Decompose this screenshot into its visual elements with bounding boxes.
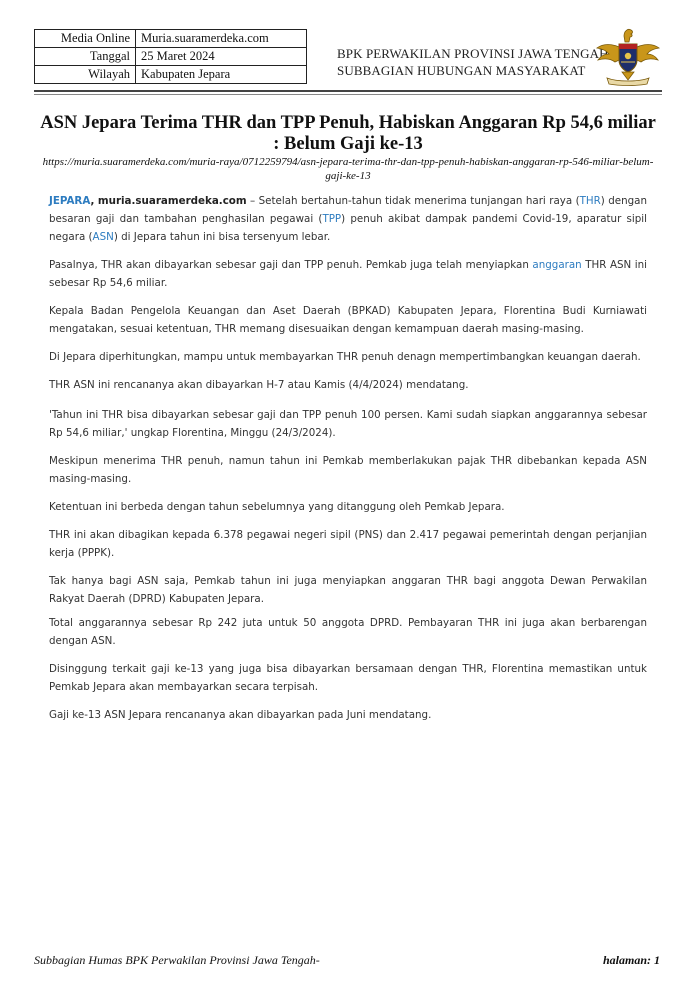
paragraph-10: Tak hanya bagi ASN saja, Pemkab tahun ini juga menyiapkan anggaran THR bagi anggota Dewan Perwakilan Rakyat Daerah (DPRD) Kabupaten Jepara. [49, 575, 647, 605]
p1-text-1: – Setelah bertahun-tahun tidak menerima tunjangan hari raya ( [246, 195, 580, 207]
article-url: https://muria.suaramerdeka.com/muria-raya/0712259794/asn-jepara-terima-thr-dan-tpp-penuh-habiskan-anggaran-rp-546-miliar-belum-gaji-ke-13 [42, 156, 654, 182]
article-body [49, 192, 647, 724]
paragraph-8: Ketentuan ini berbeda dengan tahun sebelumnya yang ditanggung oleh Pemkab Jepara. [49, 501, 505, 513]
p2-text-2: THR ASN ini sebesar Rp 54,6 miliar. [49, 259, 647, 289]
garuda-emblem-icon [595, 22, 661, 86]
paragraph-2 [49, 256, 647, 292]
link-anggaran[interactable]: anggaran [532, 259, 582, 271]
region-value: Kabupaten Jepara [136, 66, 307, 84]
p1-text-4: ) di Jepara tahun ini bisa tersenyum lebar. [113, 231, 331, 243]
media-row [35, 30, 307, 48]
byline-site: muria.suaramerdeka.com [97, 195, 247, 207]
region-row [35, 66, 307, 84]
paragraph-3: Kepala Badan Pengelola Keuangan dan Aset Daerah (BPKAD) Kabupaten Jepara, Florentina Budi Kurniawati mengatakan, sesuai ketentuan, THR memang disesuaikan dengan kemampuan daerah masing-masing. [49, 305, 647, 335]
organization-header [337, 45, 609, 79]
link-thr[interactable]: THR [579, 195, 601, 207]
media-value: Muria.suaramerdeka.com [136, 30, 307, 48]
byline-comma: , [90, 195, 95, 207]
paragraph-4: Di Jepara diperhitungkan, mampu untuk membayarkan THR penuh denagn mempertimbangkan keuangan daerah. [49, 351, 641, 363]
media-info-table [34, 29, 307, 84]
p1-text-2: ) dengan besaran gaji dan tambahan penghasilan pegawai ( [49, 195, 648, 225]
byline-city: JEPARA [49, 195, 91, 207]
org-division: SUBBAGIAN HUBUNGAN MASYARAKAT [337, 63, 586, 78]
paragraph-1 [49, 192, 647, 246]
date-label: Tanggal [35, 48, 136, 66]
paragraph-6: 'Tahun ini THR bisa dibayarkan sebesar gaji dan TPP penuh 100 persen. Kami sudah siapkan anggarannya sebesar Rp 54,6 miliar,' ungkap Florentina, Minggu (24/3/2024). [49, 409, 647, 439]
header-rule-thin [34, 94, 662, 95]
header-rule [34, 90, 662, 92]
date-row [35, 48, 307, 66]
paragraph-5: THR ASN ini rencananya akan dibayarkan H-7 atau Kamis (4/4/2024) mendatang. [49, 379, 469, 391]
p2-text-1: Pasalnya, THR akan dibayarkan sebesar gaji dan TPP penuh. Pemkab juga telah menyiapkan [49, 259, 533, 271]
link-asn[interactable]: ASN [92, 231, 114, 243]
date-value: 25 Maret 2024 [136, 48, 307, 66]
region-label: Wilayah [35, 66, 136, 84]
link-tpp[interactable]: TPP [322, 213, 342, 225]
page-number: halaman: 1 [602, 953, 660, 967]
article-title: ASN Jepara Terima THR dan TPP Penuh, Habiskan Anggaran Rp 54,6 miliar : Belum Gaji ke-13 [40, 113, 656, 154]
footer-organization: Subbagian Humas BPK Perwakilan Provinsi Jawa Tengah- [34, 953, 320, 967]
media-label: Media Online [35, 30, 136, 48]
paragraph-12: Disinggung terkait gaji ke-13 yang juga bisa dibayarkan bersamaan dengan THR, Florentina memastikan untuk Pemkab Jepara akan membayarkan secara terpisah. [49, 663, 647, 693]
paragraph-11: Total anggarannya sebesar Rp 242 juta untuk 50 anggota DPRD. Pembayaran THR ini juga akan berbarengan dengan ASN. [49, 617, 647, 647]
paragraph-13: Gaji ke-13 ASN Jepara rencananya akan dibayarkan pada Juni mendatang. [49, 709, 432, 721]
paragraph-9: THR ini akan dibagikan kepada 6.378 pegawai negeri sipil (PNS) dan 2.417 pegawai pemerintah dengan perjanjian kerja (PPPK). [49, 529, 647, 559]
paragraph-7: Meskipun menerima THR penuh, namun tahun ini Pemkab memberlakukan pajak THR dibebankan kepada ASN masing-masing. [49, 455, 647, 485]
p1-text-3: ) penuh akibat dampak pandemi Covid-19, aparatur sipil negara ( [49, 213, 648, 243]
org-name: BPK PERWAKILAN PROVINSI JAWA TENGAH [337, 46, 609, 61]
